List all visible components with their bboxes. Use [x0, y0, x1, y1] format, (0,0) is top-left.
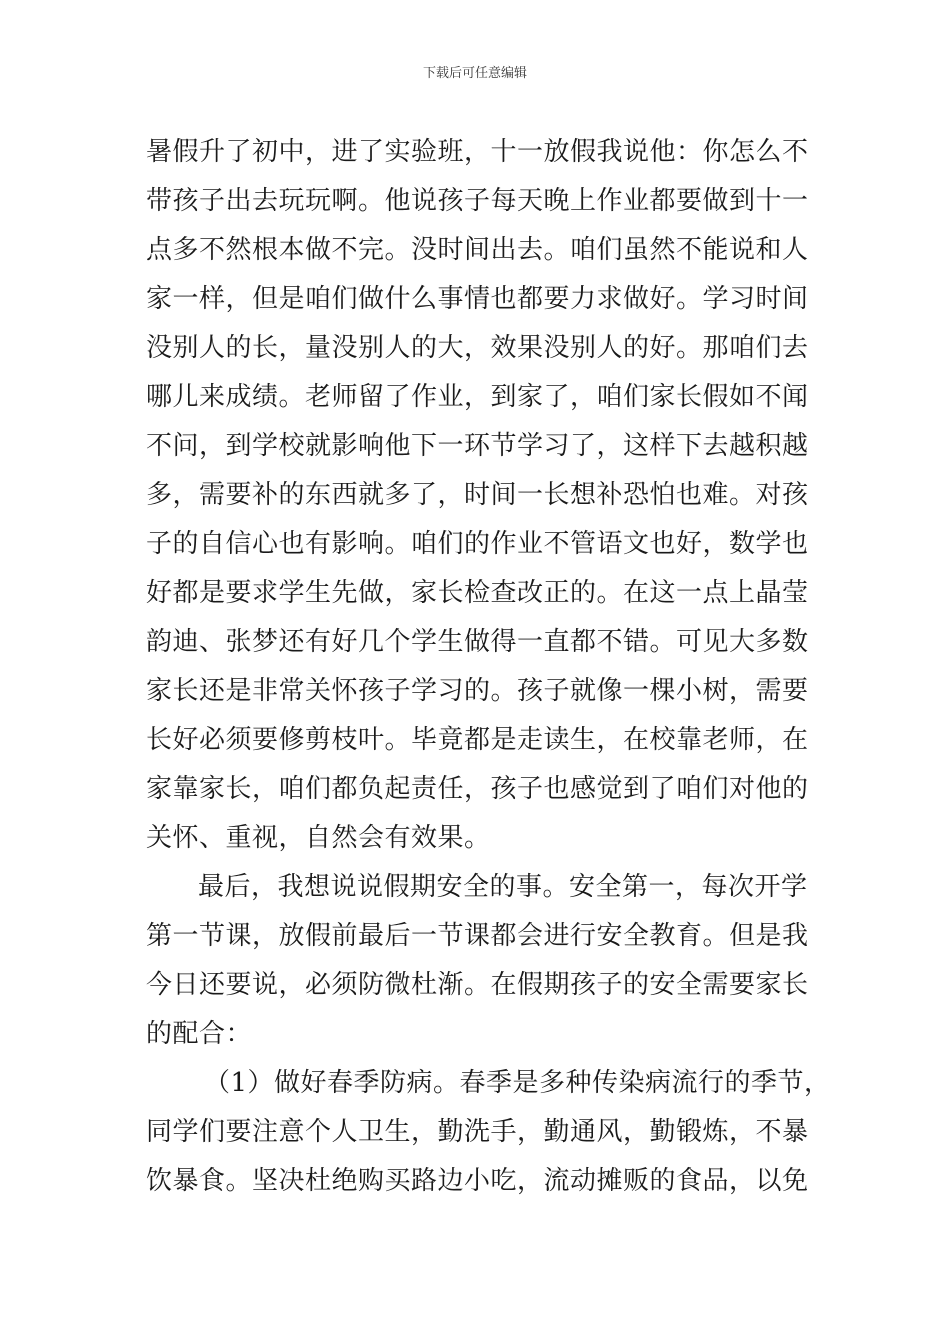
text-line: 不问，到学校就影响他下一环节学习了，这样下去越积越 — [146, 431, 809, 461]
text-line: 好都是要求学生先做，家长检查改正的。在这一点上晶莹 — [146, 578, 809, 608]
text-line: 关怀、重视，自然会有效果。 — [146, 823, 491, 853]
text-line: 家靠家长，咱们都负起责任，孩子也感觉到了咱们对他的 — [146, 774, 809, 804]
paragraph-first-line: 最后，我想说说假期安全的事。安全第一，每次开学 — [198, 872, 808, 902]
text-line: 暑假升了初中，进了实验班，十一放假我说他：你怎么不 — [146, 137, 809, 167]
text-line: 长好必须要修剪枝叶。毕竟都是走读生，在校靠老师，在 — [146, 725, 809, 755]
text-line: 韵迪、张梦还有好几个学生做得一直都不错。可见大多数 — [146, 627, 809, 657]
page-header: 下载后可任意编辑 — [422, 66, 527, 81]
document-body — [146, 128, 831, 1206]
text-line: 同学们要注意个人卫生，勤洗手，勤通风，勤锻炼，不暴 — [146, 1117, 809, 1147]
text-line: 点多不然根本做不完。没时间出去。咱们虽然不能说和人 — [146, 235, 809, 265]
text-line: 今日还要说，必须防微杜渐。在假期孩子的安全需要家长 — [146, 970, 809, 1000]
text-line: 家一样，但是咱们做什么事情也都要力求做好。学习时间 — [146, 284, 809, 314]
text-line: 没别人的长，量没别人的大，效果没别人的好。那咱们去 — [146, 333, 809, 363]
text-line: 第一节课，放假前最后一节课都会进行安全教育。但是我 — [146, 921, 809, 951]
text-line: 的配合： — [146, 1019, 253, 1049]
text-line: 多，需要补的东西就多了，时间一长想补恐怕也难。对孩 — [146, 480, 809, 510]
text-line: 带孩子出去玩玩啊。他说孩子每天晚上作业都要做到十一 — [146, 186, 809, 216]
text-line: 子的自信心也有影响。咱们的作业不管语文也好，数学也 — [146, 529, 809, 559]
text-line: 饮暴食。坚决杜绝购买路边小吃，流动摊贩的食品，以免 — [146, 1166, 809, 1196]
text-line: 家长还是非常关怀孩子学习的。孩子就像一棵小树，需要 — [146, 676, 809, 706]
list-item-first-line: （1）做好春季防病。春季是多种传染病流行的季节， — [204, 1068, 831, 1098]
text-line: 哪儿来成绩。老师留了作业，到家了，咱们家长假如不闻 — [146, 382, 809, 412]
